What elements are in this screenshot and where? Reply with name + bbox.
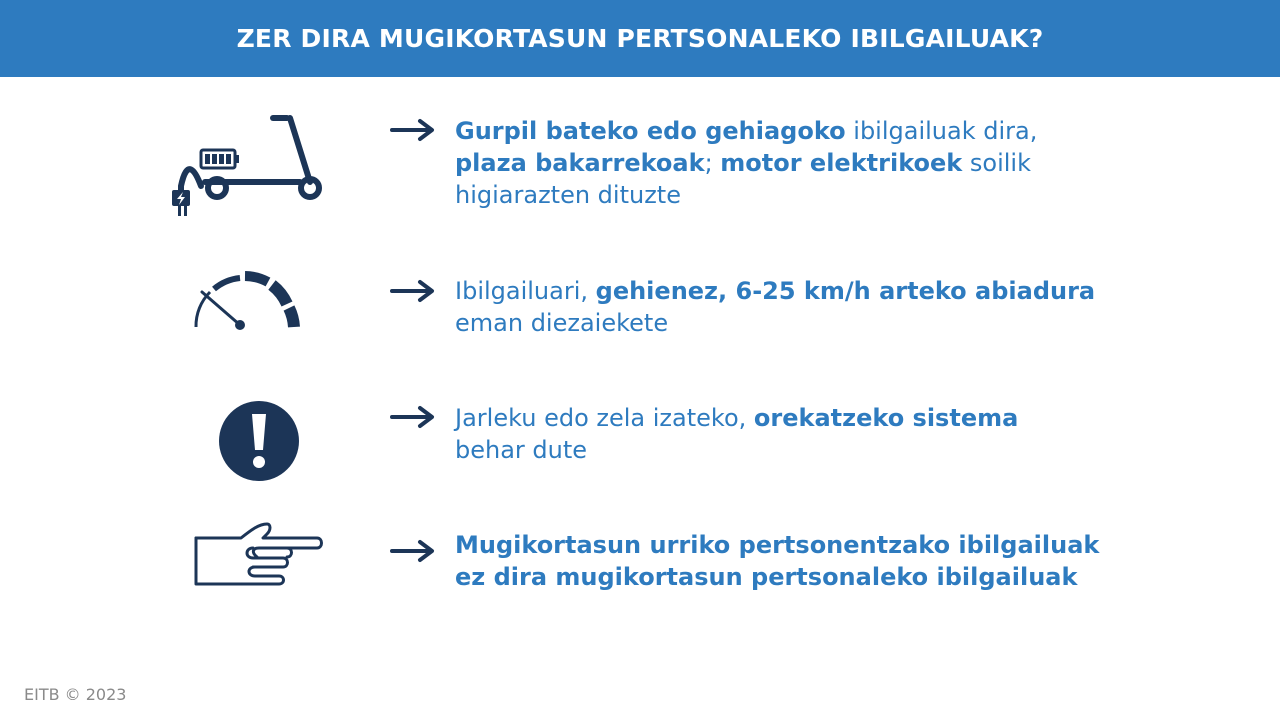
bold-text: orekatzeko sistema [753,404,1019,432]
copyright-text: EITB © 2023 [24,685,127,704]
item-text [455,275,1235,339]
bold-text: gehienez, 6-25 km/h arteko abiadura [595,277,1096,305]
text-segment: Jarleku edo zela izateko, [455,404,754,432]
text-segment: Ibilgailuari, [455,277,596,305]
bold-text: plaza bakarrekoak [455,149,705,177]
text-line [455,434,1235,466]
bold-text: motor elektrikoek [720,149,963,177]
text-line [455,561,1235,593]
header-bar [0,0,1280,77]
text-line [455,529,1235,561]
exclamation-icon [218,400,300,482]
text-line [455,179,1235,211]
text-line [455,307,1235,339]
text-segment: ibilgailuak dira, [845,117,1038,145]
electric-scooter-icon [165,110,330,220]
item-text [455,529,1235,593]
text-segment: higiarazten dituzte [455,181,681,209]
pointing-hand-icon [193,520,325,590]
text-segment: soilik [962,149,1031,177]
arrow-right-icon [390,279,438,303]
bold-text: Mugikortasun urriko pertsonentzako ibilgailuak [455,531,1100,559]
text-segment: ; [704,149,721,177]
bold-text: Gurpil bateko edo gehiagoko [455,117,846,145]
page-title: ZER DIRA MUGIKORTASUN PERTSONALEKO IBILGAILUAK? [236,24,1044,53]
arrow-right-icon [390,118,438,142]
speedometer-icon [190,270,300,332]
text-segment: behar dute [455,436,588,464]
text-line [455,402,1235,434]
arrow-right-icon [390,405,438,429]
bold-text: ez dira mugikortasun pertsonaleko ibilgailuak [455,563,1078,591]
text-line [455,115,1235,147]
text-line [455,147,1235,179]
text-segment: eman diezaiekete [455,309,669,337]
arrow-right-icon [390,539,438,563]
item-text [455,115,1235,211]
text-line [455,275,1235,307]
item-text [455,402,1235,466]
